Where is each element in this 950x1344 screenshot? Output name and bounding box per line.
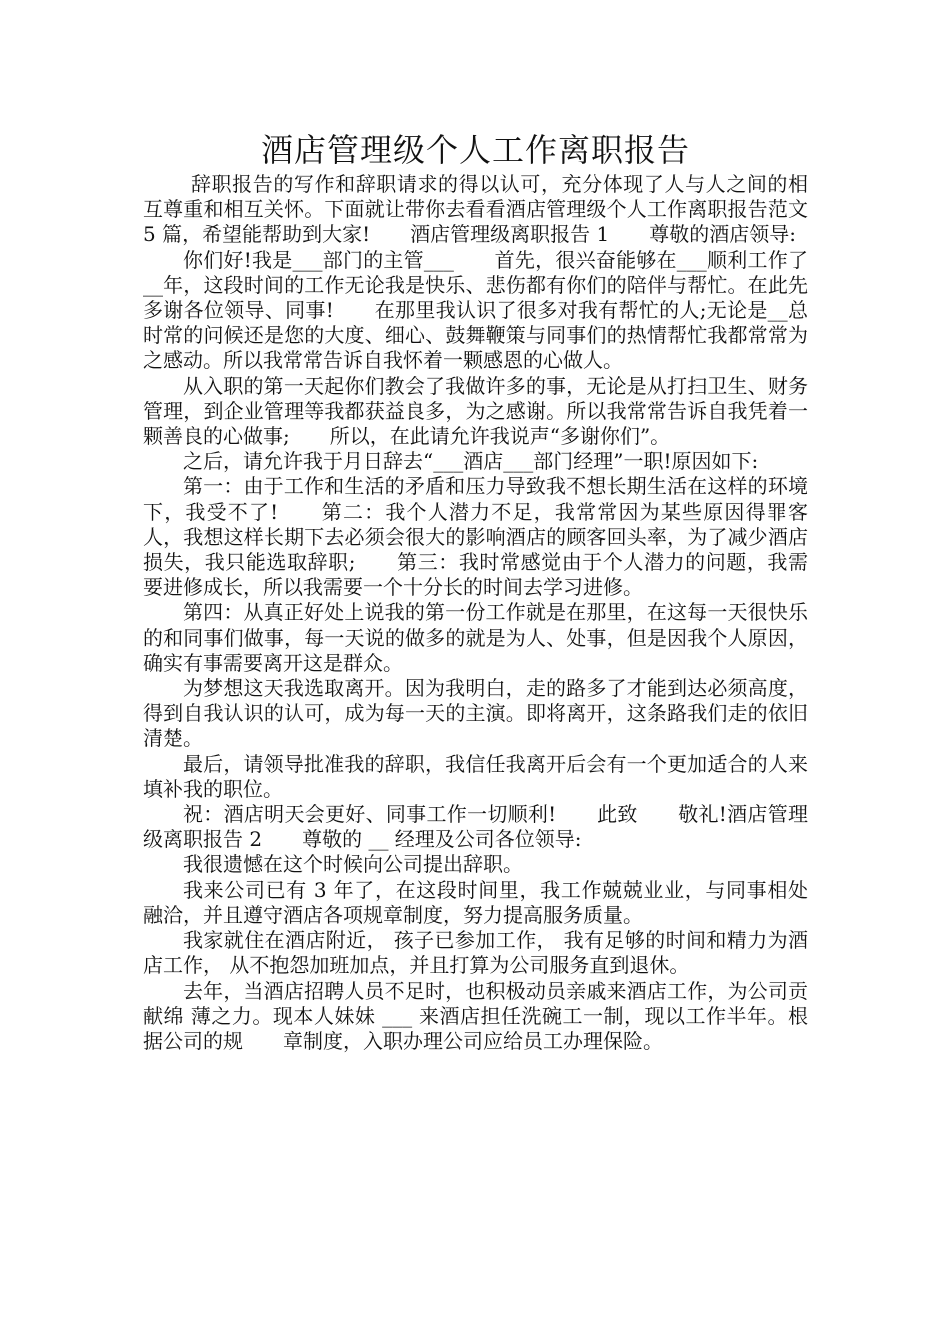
paragraph: 第一：由于工作和生活的矛盾和压力导致我不想长期生活在这样的环境下，我受不了! 第二：我个人潜力不足，我常常因为某些原因得罪客人，我想这样长期下去必须会很大的影响酒店的顾客回头率，为了减少酒店损失，我只能选取辞职; 第三：我时常感觉由于个人潜力的问题，我需要进修成长，所以我需要一个十分长的时间去学习进修。 (143, 474, 808, 600)
paragraph: 为梦想这天我选取离开。因为我明白，走的路多了才能到达必须高度，得到自我认识的认可，成为每一天的主演。即将离开，这条路我们走的依旧清楚。 (143, 676, 808, 751)
document-title: 酒店管理级个人工作离职报告 (260, 131, 690, 169)
paragraph: 我很遗憾在这个时候向公司提出辞职。 (183, 852, 523, 877)
paragraph: 你们好!我是___部门的主管___ 首先，很兴奋能够在___顺利工作了__年，这段时间的工作无论我是快乐、悲伤都有你们的陪伴与帮忙。在此先多谢各位领导、同事! 在那里我认识了很多对我有帮忙的人;无论是__总时常的问候还是您的大度、细心、鼓舞鞭策与同事们的热情帮忙我都常常为之感动。所以我常常告诉自我怀着一颗感恩的心做人。 (143, 247, 808, 373)
paragraph: 最后，请领导批准我的辞职，我信任我离开后会有一个更加适合的人来填补我的职位。 (143, 751, 808, 801)
paragraph: 去年，当酒店招聘人员不足时，也积极动员亲戚来酒店工作，为公司贡献绵 薄之力。现本人妹妹 ___ 来酒店担任洗碗工一制，现以工作半年。根据公司的规 章制度，入职办理公司应给员工办理保险。 (143, 978, 808, 1053)
paragraph: 之后，请允许我于月日辞去“___酒店___部门经理”一职!原因如下: (183, 449, 759, 474)
paragraph-intro: 辞职报告的写作和辞职请求的得以认可，充分体现了人与人之间的相互尊重和相互关怀。下面就让带你去看看酒店管理级个人工作离职报告范文 5 篇，希望能帮助到大家! 酒店管理级离职报告 1 尊敬的酒店领导: (143, 172, 808, 247)
paragraph: 我来公司已有 3 年了，在这段时间里，我工作兢兢业业，与同事相处融洽，并且遵守酒店各项规章制度，努力提高服务质量。 (143, 877, 808, 927)
document-page (143, 128, 808, 1054)
paragraph: 我家就住在酒店附近， 孩子已参加工作， 我有足够的时间和精力为酒店工作， 从不抱怨加班加点，并且打算为公司服务直到退休。 (143, 928, 808, 978)
paragraph: 祝：酒店明天会更好、同事工作一切顺利! 此致 敬礼!酒店管理级离职报告 2 尊敬的 __ 经理及公司各位领导: (143, 802, 808, 852)
paragraph: 从入职的第一天起你们教会了我做许多的事，无论是从打扫卫生、财务管理，到企业管理等我都获益良多，为之感谢。所以我常常告诉自我凭着一颗善良的心做事; 所以，在此请允许我说声“多谢你们”。 (143, 373, 808, 449)
paragraph: 第四：从真正好处上说我的第一份工作就是在那里，在这每一天很快乐的和同事们做事，每一天说的做多的就是为人、处事，但是因我个人原因，确实有事需要离开这是群众。 (143, 600, 808, 675)
